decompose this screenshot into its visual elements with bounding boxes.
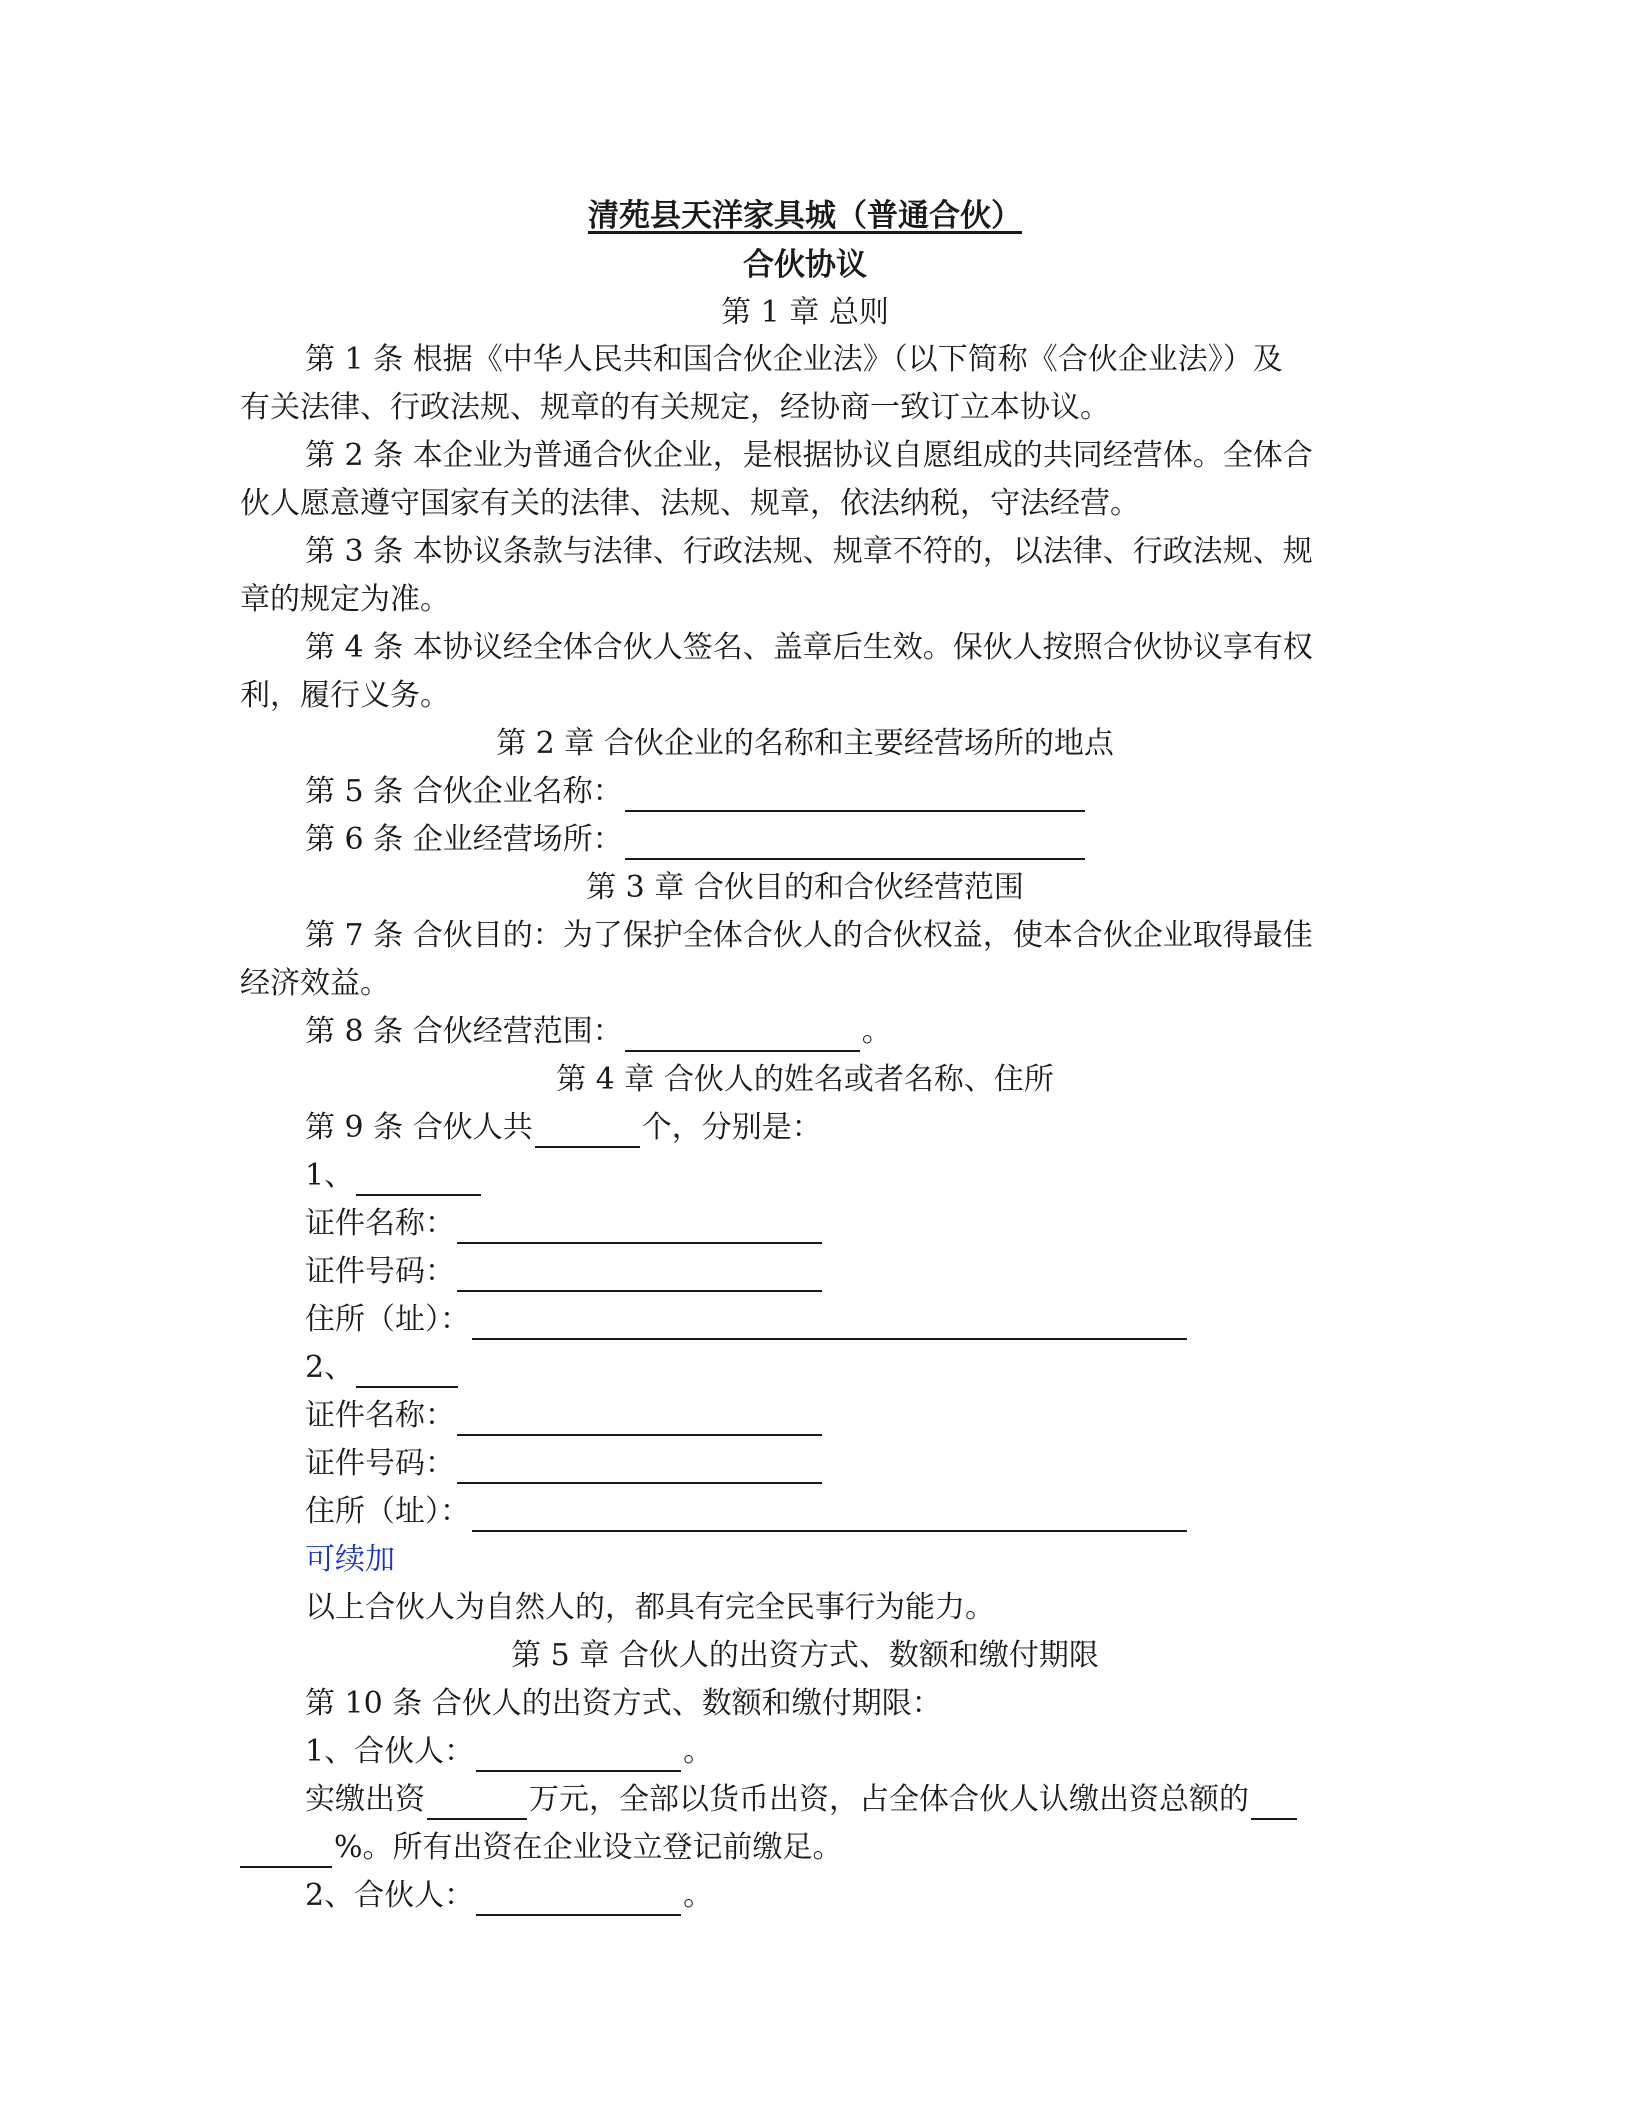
paid-capital-percent-field-part-2[interactable]	[240, 1836, 332, 1868]
partner-2-cert-name-label: 证件名称：	[305, 1398, 455, 1433]
partner-1-address	[305, 1300, 1189, 1340]
article-4-line-2: 利，履行义务。	[240, 678, 450, 713]
chapter-2-heading: 第 2 章 合伙企业的名称和主要经营场所的地点	[496, 726, 1114, 761]
chapter-1-heading: 第 1 章 总则	[721, 295, 889, 330]
partner-2-cert-no-field[interactable]	[457, 1452, 822, 1484]
chapter-4-heading: 第 4 章 合伙人的姓名或者名称、住所	[556, 1062, 1054, 1097]
article-7-line-2: 经济效益。	[240, 966, 390, 1001]
contribution-1-period: 。	[683, 1734, 714, 1769]
partner-1-address-label: 住所（址）：	[305, 1302, 470, 1337]
partner-2-cert-no	[305, 1444, 824, 1484]
article-8-label: 第 8 条 合伙经营范围：	[305, 1014, 623, 1049]
partner-1-cert-name-label: 证件名称：	[305, 1206, 455, 1241]
article-8	[305, 1012, 892, 1052]
article-9-label: 第 9 条 合伙人共	[305, 1110, 533, 1145]
article-1-line-2: 有关法律、行政法规、规章的有关规定，经协商一致订立本协议。	[240, 390, 1110, 425]
partner-2-cert-name	[305, 1396, 824, 1436]
partner-1-address-field[interactable]	[472, 1308, 1187, 1340]
contribution-1	[305, 1732, 713, 1772]
article-5	[305, 772, 1087, 812]
article-5-label: 第 5 条 合伙企业名称：	[305, 774, 623, 809]
partner-2-address-field[interactable]	[472, 1500, 1187, 1532]
paid-capital-ending: %。所有出资在企业设立登记前缴足。	[334, 1830, 843, 1865]
paid-capital-percent-field-part-1[interactable]	[1251, 1788, 1297, 1820]
article-1-line-1: 第 1 条 根据《中华人民共和国合伙企业法》（以下简称《合伙企业法》）及	[305, 342, 1283, 377]
contribution-1-partner-field[interactable]	[476, 1740, 681, 1772]
article-3-line-1: 第 3 条 本协议条款与法律、行政法规、规章不符的，以法律、行政法规、规	[305, 534, 1313, 569]
article-9	[305, 1108, 822, 1148]
partner-2	[305, 1348, 460, 1388]
contribution-2-partner-field[interactable]	[476, 1884, 681, 1916]
partner-1	[305, 1156, 483, 1196]
partner-1-name-field[interactable]	[356, 1164, 481, 1196]
partner-1-cert-name	[305, 1204, 824, 1244]
article-2-line-1: 第 2 条 本企业为普通合伙企业，是根据协议自愿组成的共同经营体。全体合	[305, 438, 1313, 473]
paid-capital-line-1	[305, 1780, 1299, 1820]
partner-1-number: 1、	[305, 1158, 355, 1193]
article-10: 第 10 条 合伙人的出资方式、数额和缴付期限：	[305, 1686, 942, 1721]
contribution-1-label: 1、合伙人：	[305, 1734, 475, 1769]
partner-2-name-field[interactable]	[356, 1356, 458, 1388]
partner-count-field[interactable]	[535, 1116, 640, 1148]
document-subtitle: 合伙协议	[743, 247, 867, 283]
article-6	[305, 820, 1087, 860]
paid-capital-prefix: 实缴出资	[305, 1782, 425, 1817]
article-7-line-1: 第 7 条 合伙目的：为了保护全体合伙人的合伙权益，使本合伙企业取得最佳	[305, 918, 1313, 953]
business-scope-field[interactable]	[625, 1020, 860, 1052]
can-add-more-note: 可续加	[305, 1542, 395, 1577]
contribution-2-period: 。	[683, 1878, 714, 1913]
chapter-5-heading: 第 5 章 合伙人的出资方式、数额和缴付期限	[511, 1638, 1099, 1673]
paid-capital-line-2	[240, 1828, 843, 1868]
contribution-2	[305, 1876, 713, 1916]
article-6-label: 第 6 条 企业经营场所：	[305, 822, 623, 857]
partner-1-cert-no-label: 证件号码：	[305, 1254, 455, 1289]
natural-person-note: 以上合伙人为自然人的，都具有完全民事行为能力。	[305, 1590, 995, 1625]
partner-2-number: 2、	[305, 1350, 355, 1385]
contribution-2-label: 2、合伙人：	[305, 1878, 475, 1913]
article-3-line-2: 章的规定为准。	[240, 582, 450, 617]
business-location-field[interactable]	[625, 828, 1085, 860]
document-title: 清苑县天洋家具城（普通合伙）	[588, 198, 1022, 234]
partner-1-cert-name-field[interactable]	[457, 1212, 822, 1244]
article-2-line-2: 伙人愿意遵守国家有关的法律、法规、规章，依法纳税，守法经营。	[240, 486, 1140, 521]
partner-2-cert-no-label: 证件号码：	[305, 1446, 455, 1481]
partner-2-cert-name-field[interactable]	[457, 1404, 822, 1436]
paid-capital-middle: 万元，全部以货币出资，占全体合伙人认缴出资总额的	[529, 1782, 1249, 1817]
article-8-period: 。	[861, 1014, 892, 1049]
article-9-tail: 个，分别是：	[641, 1110, 822, 1145]
chapter-3-heading: 第 3 章 合伙目的和合伙经营范围	[586, 870, 1024, 905]
paid-capital-amount-field[interactable]	[427, 1788, 527, 1820]
partner-1-cert-no	[305, 1252, 824, 1292]
partner-2-address	[305, 1492, 1189, 1532]
partner-2-address-label: 住所（址）：	[305, 1494, 470, 1529]
article-4-line-1: 第 4 条 本协议经全体合伙人签名、盖章后生效。保伙人按照合伙协议享有权	[305, 630, 1313, 665]
enterprise-name-field[interactable]	[625, 780, 1085, 812]
partner-1-cert-no-field[interactable]	[457, 1260, 822, 1292]
